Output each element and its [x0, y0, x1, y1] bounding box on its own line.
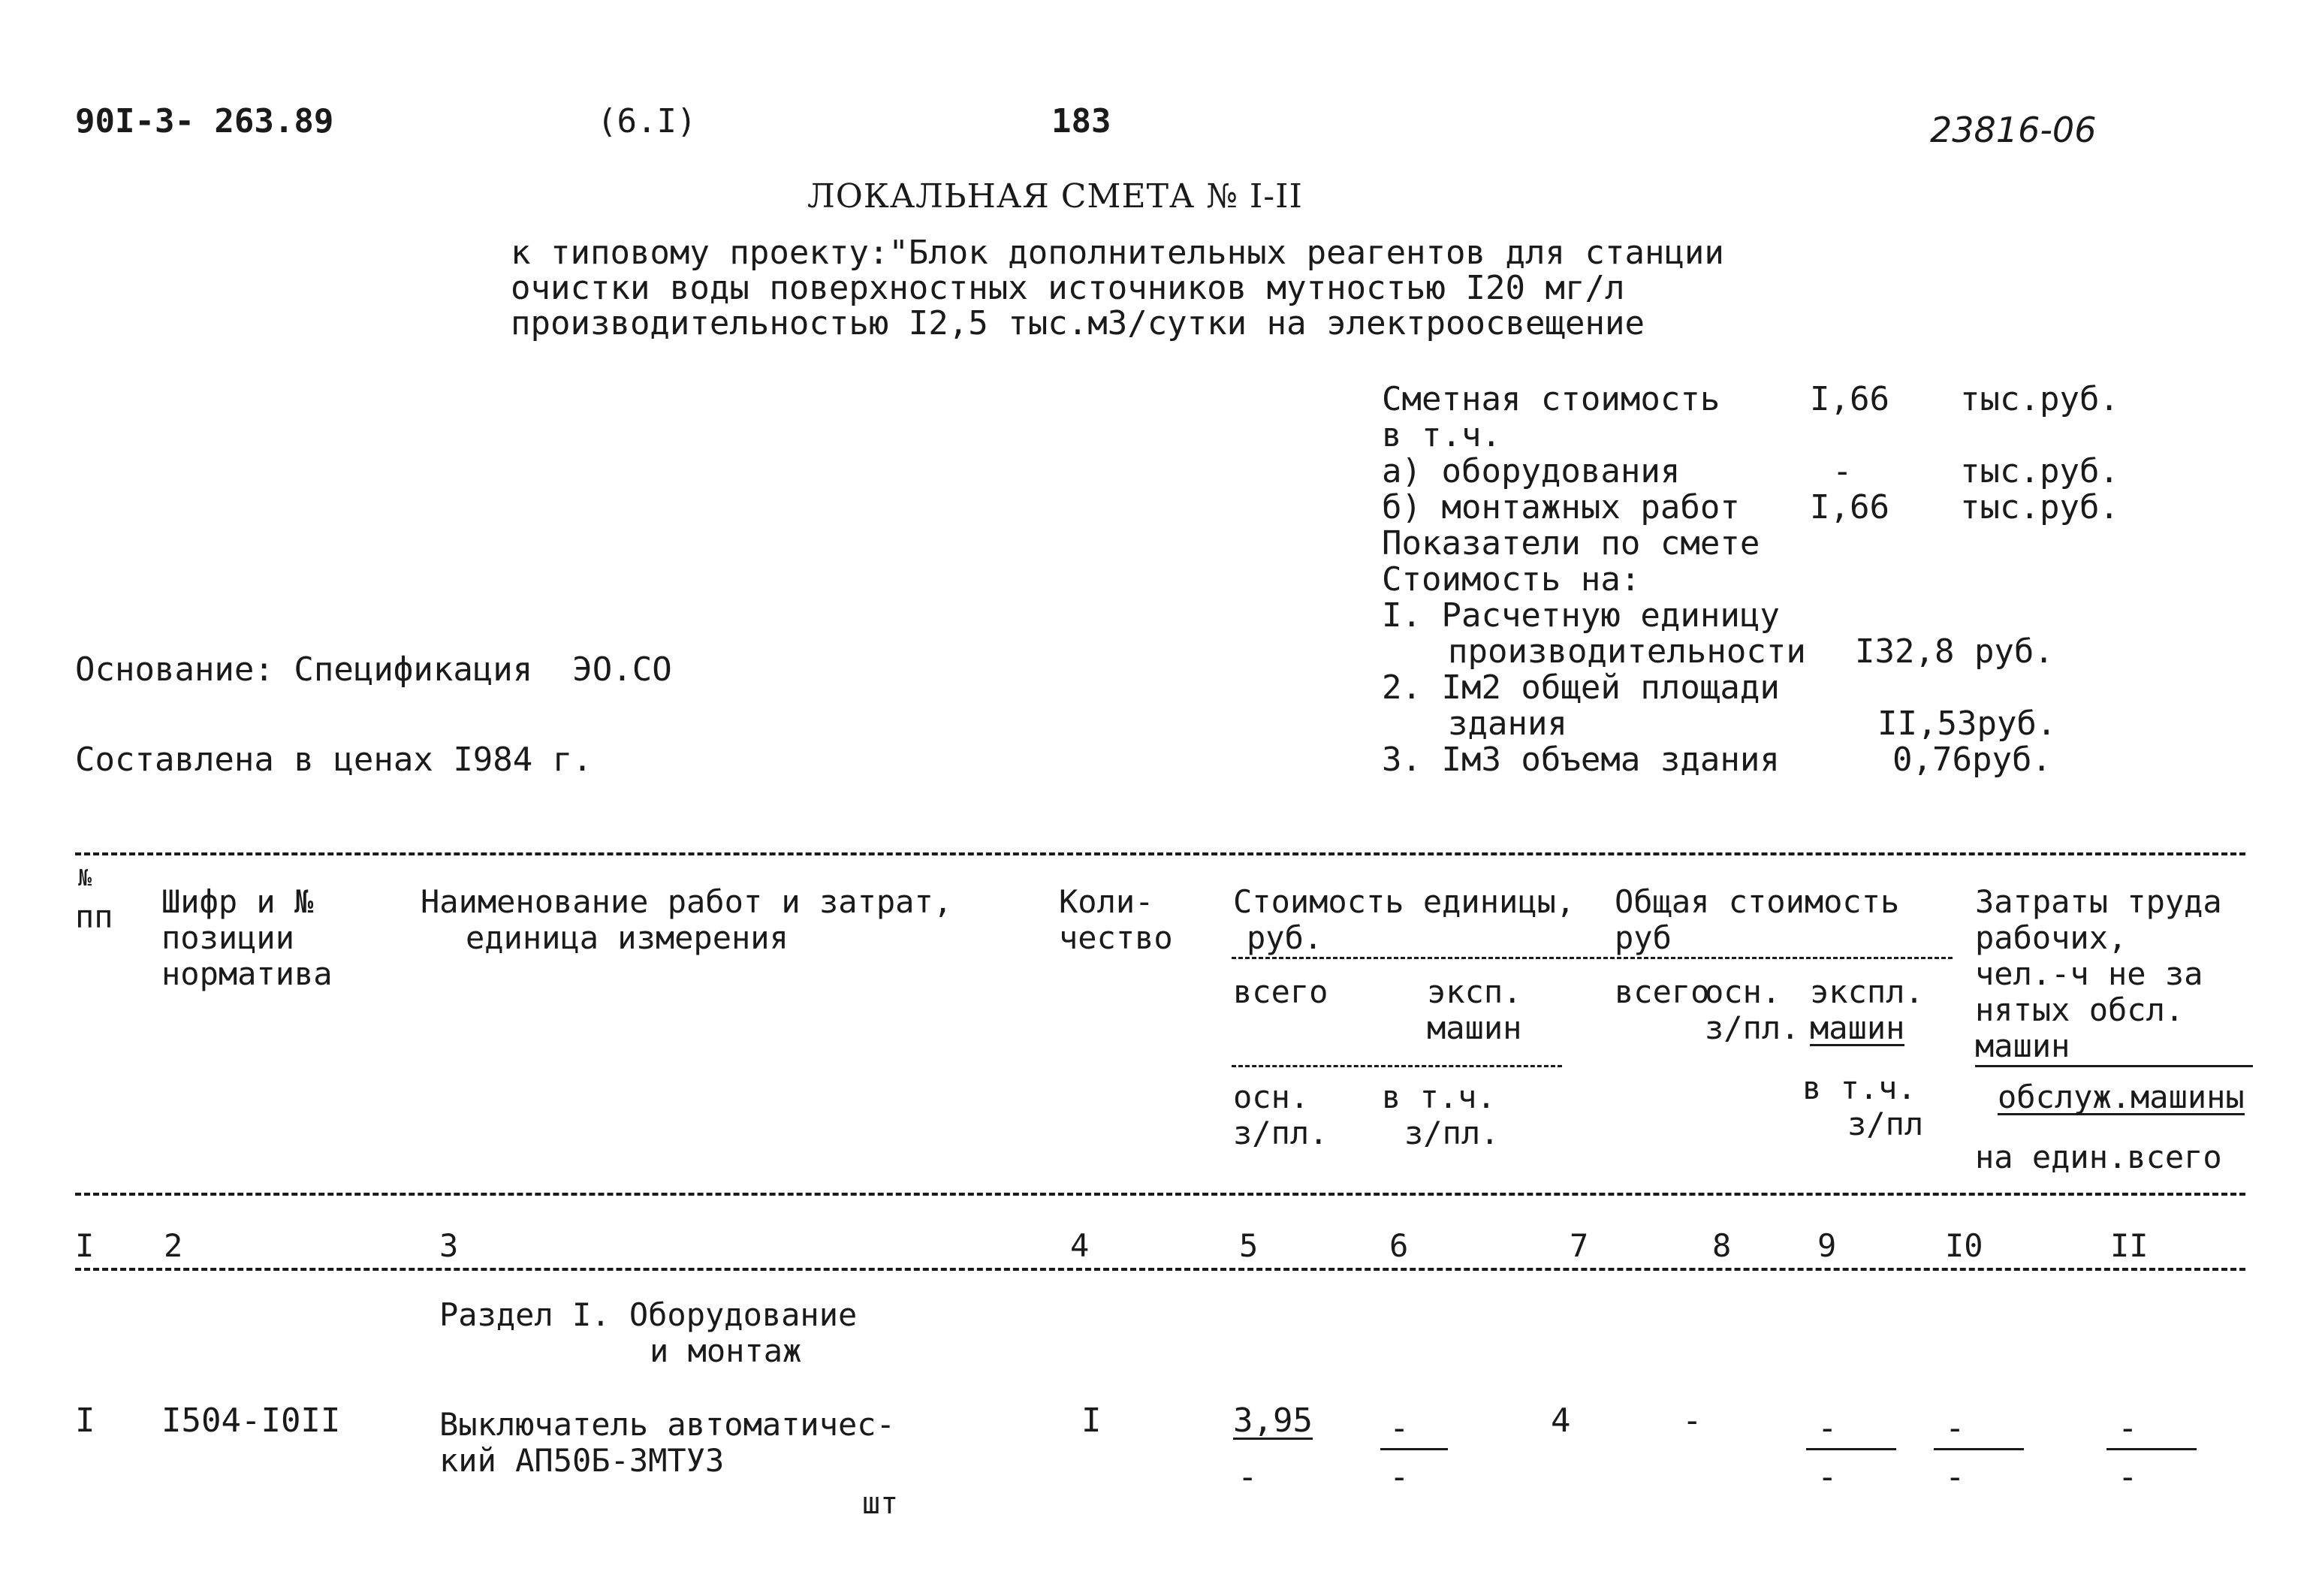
incl-label: в т.ч.: [1382, 416, 1501, 454]
row1-c11-bottom: -: [2118, 1458, 2138, 1496]
c5-top-label: всего: [1233, 973, 1328, 1010]
unit-cost-rub: руб.: [1247, 919, 1323, 956]
row1-c9-bottom: -: [1817, 1458, 1838, 1496]
total-cost-title: Общая стоимость: [1615, 883, 1900, 920]
installation-value: I,66: [1810, 488, 1889, 526]
c6-top-line-1: эксп.: [1427, 973, 1522, 1010]
section-title-line-2: и монтаж: [650, 1332, 802, 1369]
colnum-3: 3: [439, 1227, 459, 1264]
c9-bottom-line-2: з/пл: [1847, 1106, 1924, 1142]
col-name-line-1: Наименование работ и затрат,: [421, 883, 953, 920]
table-top-rule: [75, 852, 2245, 855]
estimated-cost-value: I,66: [1810, 380, 1889, 418]
page-number: 183: [1051, 102, 1111, 140]
header-bottom-rule: [75, 1193, 2245, 1196]
row1-c9-rule: [1806, 1448, 1896, 1450]
colnum-4: 4: [1070, 1227, 1090, 1264]
colnum-9: 9: [1817, 1227, 1837, 1264]
row1-c5-bottom: -: [1238, 1458, 1258, 1496]
labor-line-2: рабочих,: [1975, 919, 2128, 956]
subtitle-line-2: очистки воды поверхностных источников мутностью I20 мг/л: [511, 269, 1625, 307]
c9-top-line-2: машин: [1810, 1009, 1905, 1046]
indicator-2-line-1: 2. Iм2 общей площади: [1382, 668, 1780, 707]
labor-line-1: Затраты труда: [1975, 883, 2222, 920]
row1-c10: -: [1945, 1409, 1965, 1447]
colnum-8: 8: [1712, 1227, 1732, 1264]
row1-c11: -: [2118, 1409, 2138, 1447]
part-number: (6.I): [597, 102, 697, 140]
indicator-1-line-1: I. Расчетную единицу: [1382, 596, 1780, 635]
indicators-label: Показатели по смете: [1382, 524, 1760, 563]
c9-bottom-line-1: в т.ч.: [1802, 1070, 1916, 1106]
labor-line-3: чел.-ч не за: [1975, 955, 2203, 992]
colnum-10: I0: [1945, 1227, 1983, 1264]
cost-per-label: Стоимость на:: [1382, 560, 1641, 599]
col-number-sign: №: [78, 865, 92, 892]
cost-sub-rule: [1232, 957, 1953, 959]
row1-c5: 3,95: [1233, 1401, 1313, 1440]
row1-name-line-2: кий АП50Б-3МТУ3: [439, 1442, 725, 1479]
row1-c9: -: [1817, 1409, 1838, 1447]
c6-bottom-line-1: в т.ч.: [1382, 1079, 1496, 1115]
col-name-line-2: единица измерения: [466, 919, 789, 956]
document-code: 90I-3- 263.89: [75, 102, 334, 140]
col-code-line-2: позиции: [161, 919, 295, 956]
indicator-1-value: I32,8 руб.: [1855, 632, 2054, 671]
row1-c6: -: [1389, 1409, 1410, 1447]
installation-label: б) монтажных работ: [1382, 488, 1740, 526]
colnum-11: II: [2110, 1227, 2149, 1264]
prices-text: Составлена в ценах I984 г.: [75, 741, 593, 779]
c5-bottom-line-2: з/пл.: [1233, 1115, 1328, 1151]
col-code-line-1: Шифр и №: [161, 883, 314, 920]
col-qty-line-2: чество: [1059, 919, 1173, 956]
indicator-2-value: II,53руб.: [1877, 704, 2057, 743]
c6-bottom-line-2: з/пл.: [1404, 1115, 1500, 1151]
row1-c10-bottom: -: [1945, 1458, 1965, 1496]
c9-top-line-1: экспл.: [1810, 973, 1924, 1010]
equipment-value: -: [1832, 452, 1853, 490]
labor-line-4: нятых обсл.: [1975, 991, 2185, 1028]
row1-c11-rule: [2106, 1448, 2197, 1450]
colnum-6: 6: [1389, 1227, 1409, 1264]
colnum-5: 5: [1239, 1227, 1259, 1264]
total-cost-rub: руб: [1615, 919, 1672, 956]
row1-name-line-1: Выключатель автоматичес-: [439, 1406, 895, 1443]
row1-qty: I: [1081, 1401, 1102, 1440]
labor-line-5: машин: [1975, 1027, 2070, 1064]
row1-c10-rule: [1934, 1448, 2024, 1450]
labor-rule: [1975, 1065, 2253, 1067]
equipment-label: а) оборудования: [1382, 452, 1681, 490]
c5-bottom-line-1: осн.: [1233, 1079, 1310, 1115]
row1-c6-bottom: -: [1389, 1458, 1410, 1496]
c6-top-line-2: машин: [1427, 1009, 1522, 1046]
c7-label: всего: [1615, 973, 1710, 1010]
subtitle-line-3: производительностью I2,5 тыс.м3/сутки на электроосвещение: [511, 304, 1645, 342]
row1-c8: -: [1682, 1401, 1702, 1440]
row1-unit: шт: [862, 1486, 899, 1521]
basis-text: Основание: Спецификация ЭО.СО: [75, 650, 672, 689]
indicator-1-line-2: производительности: [1448, 632, 1806, 671]
c5-c6-sub-rule: [1232, 1065, 1562, 1067]
section-title-line-1: Раздел I. Оборудование: [439, 1296, 858, 1333]
labor-sub-label: обслуж.машины: [1998, 1079, 2245, 1115]
row1-c6-rule: [1380, 1448, 1448, 1450]
colnum-2: 2: [164, 1227, 183, 1264]
row1-c7: 4: [1551, 1401, 1571, 1440]
page-title: ЛОКАЛЬНАЯ СМЕТА № I-II: [807, 177, 1303, 216]
row1-number: I: [75, 1401, 95, 1440]
unit-cost-title: Стоимость единицы,: [1233, 883, 1576, 920]
indicator-2-line-2: здания: [1448, 704, 1567, 743]
labor-bottom-label: на един.всего: [1975, 1139, 2222, 1175]
colnum-1: I: [75, 1227, 95, 1264]
colnum-7: 7: [1570, 1227, 1589, 1264]
estimated-cost-label: Сметная стоимость: [1382, 380, 1720, 418]
inventory-number: 23816-06: [1930, 110, 2097, 150]
c8-line-1: осн.: [1705, 973, 1781, 1010]
subtitle-line-1: к типовому проекту:"Блок дополнительных реагентов для станции: [511, 234, 1724, 272]
col-qty-line-1: Коли-: [1059, 883, 1154, 920]
c8-line-2: з/пл.: [1705, 1009, 1800, 1046]
column-numbers-rule: [75, 1268, 2245, 1271]
estimated-cost-unit: тыс.руб.: [1960, 380, 2119, 418]
indicator-3-value: 0,76руб.: [1892, 741, 2052, 779]
indicator-3-line: 3. Iм3 объема здания: [1382, 741, 1780, 779]
row1-code: I504-I0II: [161, 1401, 341, 1440]
equipment-unit: тыс.руб.: [1960, 452, 2119, 490]
col-number-label: пп: [75, 898, 113, 935]
installation-unit: тыс.руб.: [1960, 488, 2119, 526]
col-code-line-3: норматива: [161, 955, 333, 992]
